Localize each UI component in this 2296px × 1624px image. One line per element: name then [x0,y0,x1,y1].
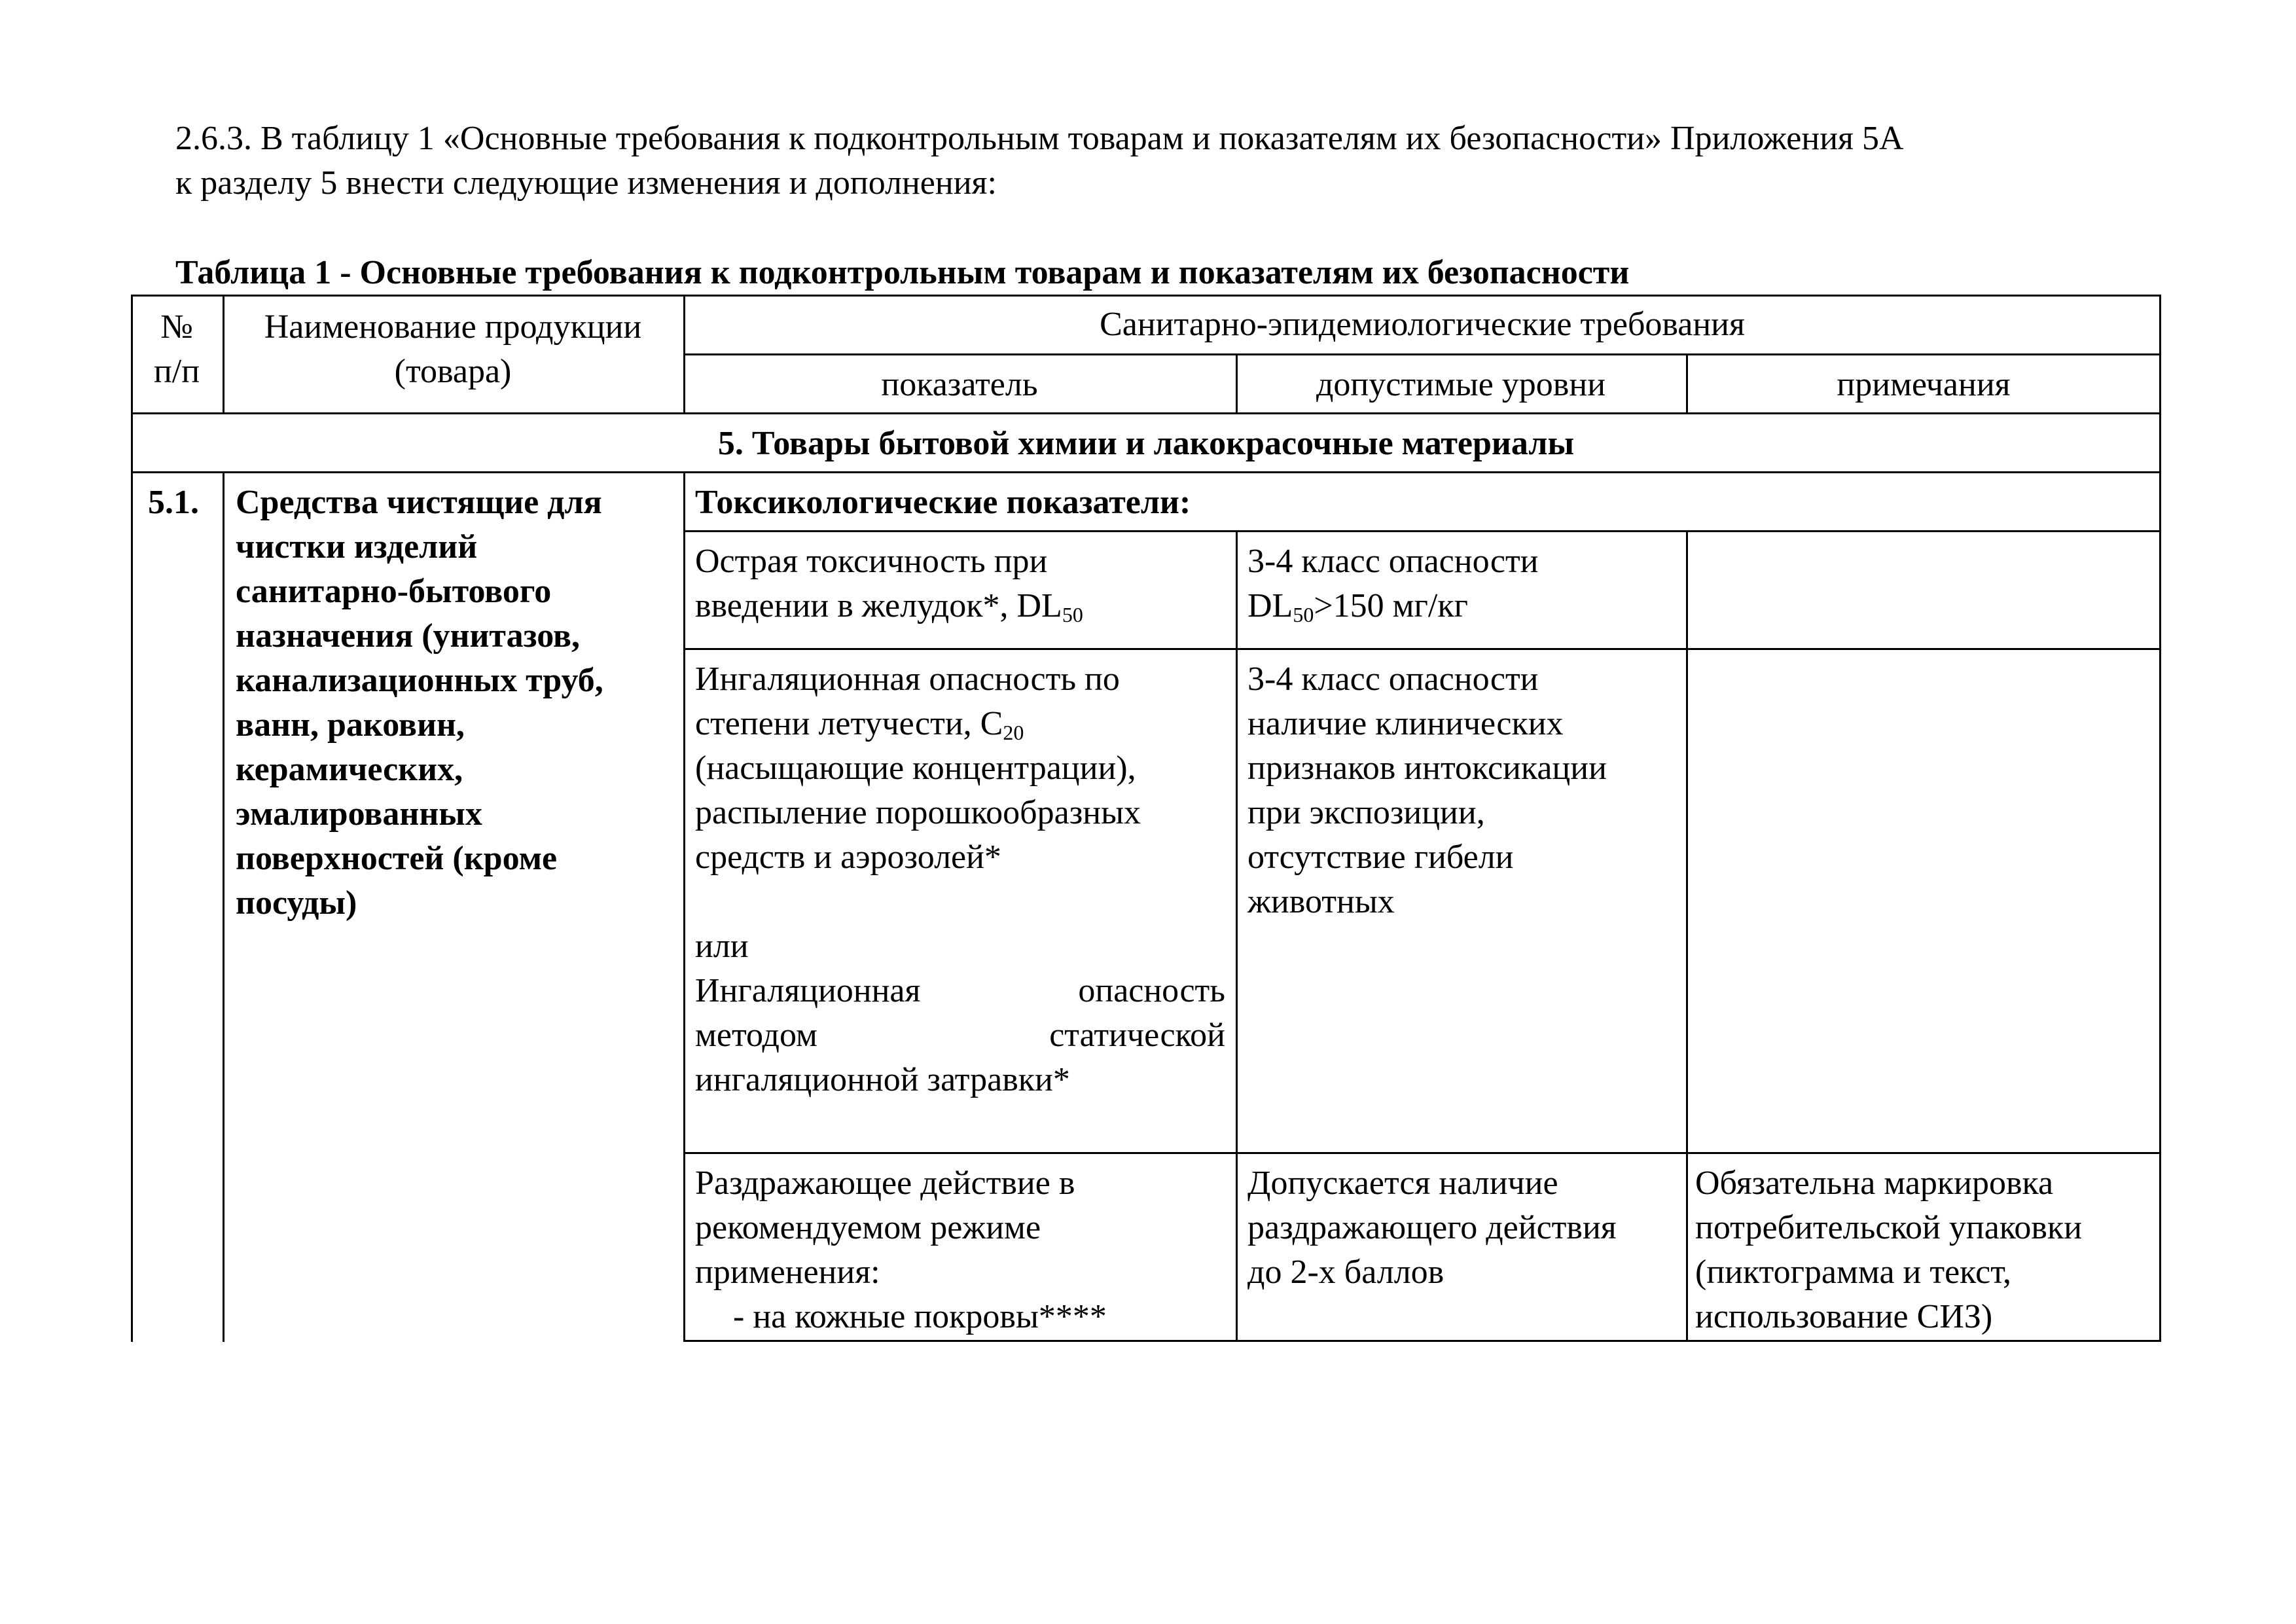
rule-top [131,295,2161,297]
rule-row3-bottom [683,1340,2161,1342]
section-title: 5. Товары бытовой химии и лакокрасочные материалы [717,425,1575,462]
rule-row2-bottom [683,1152,2161,1154]
subgroup-title: Токсикологические показатели: [695,484,1191,521]
row1-indicator: Острая токсичность при введении в желудок*, $DL_{50}$ [695,543,1083,626]
row3-notes: Обязательна маркировка потребительской упаковки (пиктограмма и текст, использование СИЗ) [1695,1164,2083,1335]
rule-subgroup-bottom [683,530,2161,532]
item-number: 5.1. [148,484,199,521]
intro-line-2: к разделу 5 внести следующие изменения и дополнения: [175,164,997,202]
row2-indicator: Ингаляционная опасность по степени летучести, $С_{20}$ (насыщающие концентрации), распыление порошкообразных средств и аэрозолей* или Ингаляционная опасность методом статической ингаляционной затравки* [695,660,1225,1098]
header-requirements-group: Санитарно-эпидемиологические требования [1100,306,1745,343]
rule-name-body [683,471,685,1342]
header-notes: примечания [1837,366,2011,403]
rule-header-bottom [131,412,2161,414]
row1-allowed-levels: 3-4 класс опасности $DL_{50}>150$ мг/кг [1247,543,1539,626]
rule-section-bottom [131,471,2161,473]
header-product-name: Наименование продукции (товара) [264,308,642,390]
header-allowed-levels: допустимые уровни [1316,366,1606,403]
intro-paragraph [175,117,2132,206]
requirements-table [131,295,2161,1342]
rule-group [683,353,2161,355]
rule-indicator-body [1236,530,1238,1342]
rule-levels-body [1686,530,1688,1342]
rule-num-body [223,471,224,1342]
row3-allowed-levels: Допускается наличие раздражающего действия до 2-х баллов [1247,1164,1617,1291]
item-product-name: Средства чистящие для чистки изделий санитарно-бытового назначения (унитазов, канализационных труб, ванн, раковин, керамических, эмалированных поверхностей (кроме посуды) [236,484,603,922]
row2-allowed-levels: 3-4 класс опасности наличие клинических признаков интоксикации при экспозиции, отсутствие гибели животных [1247,660,1607,920]
intro-line-1: 2.6.3. В таблицу 1 «Основные требования к подконтрольным товарам и показателям их безопасности» Приложения 5А [175,120,1904,157]
row3-indicator: Раздражающее действие в рекомендуемом режиме применения: - на кожные покровы**** [695,1164,1107,1335]
rule-row1-bottom [683,648,2161,650]
table-title: Таблица 1 - Основные требования к подконтрольным товарам и показателям их безопасности [175,254,1630,291]
header-indicator: показатель [881,366,1038,403]
header-number: № п/п [153,308,200,390]
